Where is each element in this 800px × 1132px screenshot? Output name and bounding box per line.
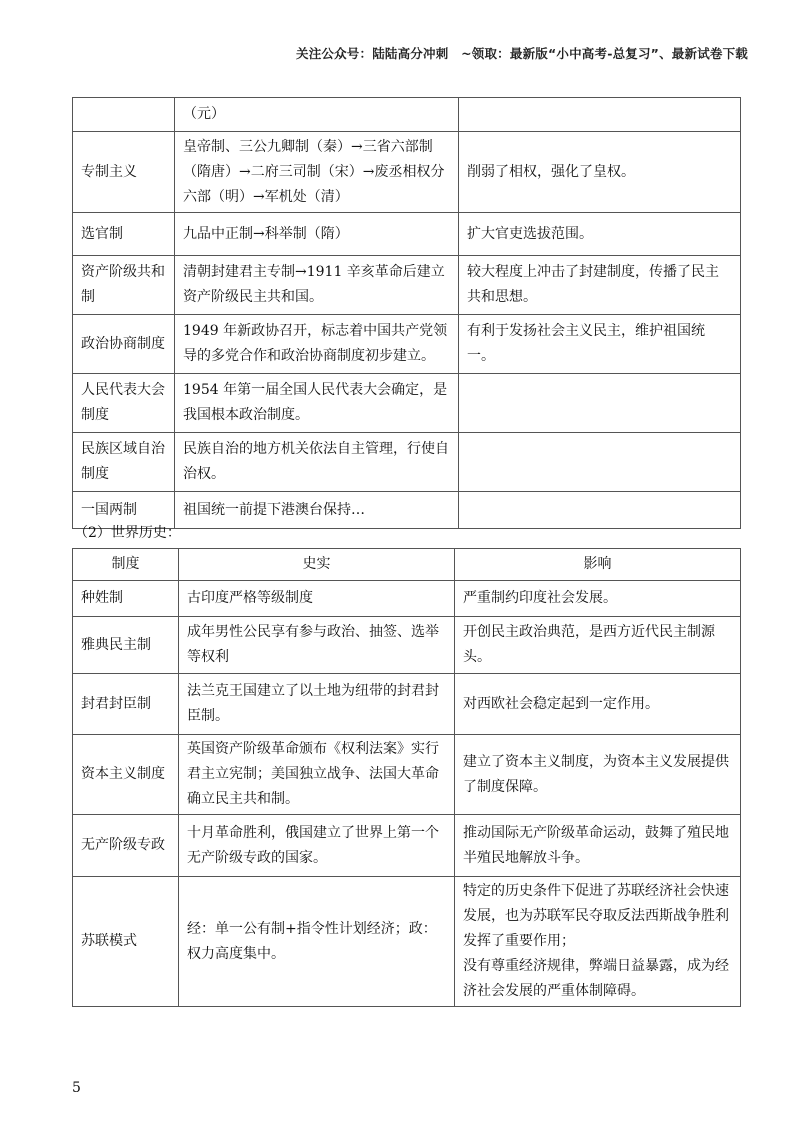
system-name-cell: 政治协商制度 <box>73 315 175 374</box>
system-name-cell: 人民代表大会制度 <box>73 374 175 433</box>
system-name-cell: 资本主义制度 <box>73 735 179 815</box>
table-row <box>73 735 741 815</box>
system-name-cell: 苏联模式 <box>73 877 179 1007</box>
effect-paragraph: 没有尊重经济规律，弊端日益暴露，成为经济社会发展的严重体制障碍。 <box>463 958 729 999</box>
system-name-cell: 雅典民主制 <box>73 617 179 674</box>
page-number: 5 <box>72 1080 81 1096</box>
system-name-cell: 专制主义 <box>73 132 175 213</box>
column-header: 史实 <box>179 549 455 581</box>
world-history-table <box>72 548 741 1007</box>
system-name-cell <box>73 98 175 132</box>
system-name-cell: 种姓制 <box>73 581 179 617</box>
system-name-cell: 资产阶级共和制 <box>73 256 175 315</box>
fact-cell: 九品中正制→科举制（隋） <box>175 213 459 256</box>
effect-cell <box>455 877 741 1007</box>
fact-cell: 成年男性公民享有参与政治、抽签、选举等权利 <box>179 617 455 674</box>
effect-cell: 严重制约印度社会发展。 <box>455 581 741 617</box>
page-header: 关注公众号：陆陆高分冲刺 ~领取：最新版“小中高考-总复习”、最新试卷下载 <box>296 46 748 61</box>
fact-cell: 经：单一公有制+指令性计划经济；政：权力高度集中。 <box>179 877 455 1007</box>
effect-cell: 建立了资本主义制度，为资本主义发展提供了制度保障。 <box>455 735 741 815</box>
effect-paragraph: 特定的历史条件下促进了苏联经济社会快速发展，也为苏联军民夺取反法西斯战争胜利发挥了重要作用； <box>463 883 729 949</box>
table-row <box>73 877 741 1007</box>
effect-cell <box>459 433 741 492</box>
table-row <box>73 256 741 315</box>
table-row <box>73 581 741 617</box>
system-name-cell: 无产阶级专政 <box>73 815 179 877</box>
effect-cell <box>459 374 741 433</box>
fact-cell: 1949 年新政协召开，标志着中国共产党领导的多党合作和政治协商制度初步建立。 <box>175 315 459 374</box>
table-row <box>73 617 741 674</box>
table-row <box>73 674 741 735</box>
effect-cell: 较大程度上冲击了封建制度，传播了民主共和思想。 <box>459 256 741 315</box>
fact-cell: 清朝封建君主专制→1911 辛亥革命后建立资产阶级民主共和国。 <box>175 256 459 315</box>
china-history-table <box>72 97 741 529</box>
table-row <box>73 433 741 492</box>
fact-cell: （元） <box>175 98 459 132</box>
effect-cell <box>459 98 741 132</box>
column-header: 影响 <box>455 549 741 581</box>
effect-cell <box>459 492 741 529</box>
table-row <box>73 132 741 213</box>
table-row <box>73 374 741 433</box>
table-row <box>73 815 741 877</box>
system-name-cell: 封君封臣制 <box>73 674 179 735</box>
fact-cell: 祖国统一前提下港澳台保持… <box>175 492 459 529</box>
effect-cell: 推动国际无产阶级革命运动，鼓舞了殖民地半殖民地解放斗争。 <box>455 815 741 877</box>
table-row <box>73 213 741 256</box>
effect-cell: 开创民主政治典范，是西方近代民主制源头。 <box>455 617 741 674</box>
fact-cell: 民族自治的地方机关依法自主管理，行使自治权。 <box>175 433 459 492</box>
table-header-row <box>73 549 741 581</box>
effect-cell: 扩大官吏选拔范围。 <box>459 213 741 256</box>
fact-cell: 1954 年第一届全国人民代表大会确定，是我国根本政治制度。 <box>175 374 459 433</box>
system-name-cell: 一国两制 <box>73 492 175 529</box>
table-row <box>73 315 741 374</box>
effect-cell: 对西欧社会稳定起到一定作用。 <box>455 674 741 735</box>
fact-cell: 法兰克王国建立了以土地为纽带的封君封臣制。 <box>179 674 455 735</box>
table-row <box>73 98 741 132</box>
fact-cell: 英国资产阶级革命颁布《权利法案》实行君主立宪制；美国独立战争、法国大革命确立民主共和制。 <box>179 735 455 815</box>
fact-cell: 古印度严格等级制度 <box>179 581 455 617</box>
effect-cell: 削弱了相权，强化了皇权。 <box>459 132 741 213</box>
section-heading: （2）世界历史： <box>74 525 181 541</box>
system-name-cell: 民族区域自治制度 <box>73 433 175 492</box>
fact-cell: 十月革命胜利，俄国建立了世界上第一个无产阶级专政的国家。 <box>179 815 455 877</box>
system-name-cell: 选官制 <box>73 213 175 256</box>
fact-cell: 皇帝制、三公九卿制（秦）→三省六部制（隋唐）→二府三司制（宋）→废丞相权分六部（明）→军机处（清） <box>175 132 459 213</box>
effect-cell: 有利于发扬社会主义民主，维护祖国统一。 <box>459 315 741 374</box>
column-header: 制度 <box>73 549 179 581</box>
